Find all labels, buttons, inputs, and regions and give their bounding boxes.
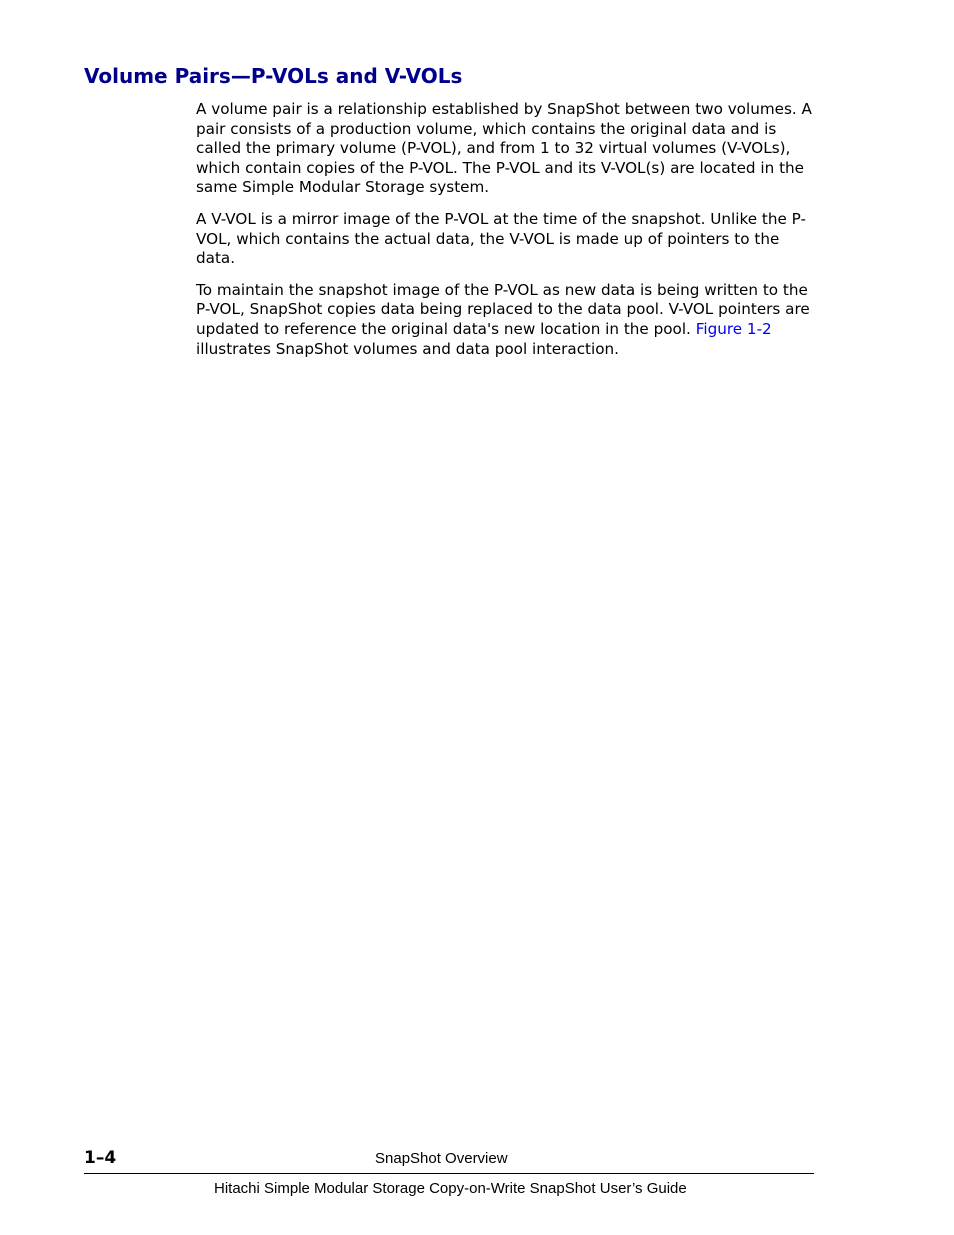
paragraph-text-after-link: illustrates SnapShot volumes and data pool interaction. bbox=[196, 339, 619, 358]
section-body bbox=[196, 100, 818, 371]
figure-reference-link[interactable]: Figure 1-2 bbox=[695, 319, 772, 338]
section-heading: Volume Pairs—P-VOLs and V-VOLs bbox=[84, 64, 463, 88]
paragraph-v-vol: A V-VOL is a mirror image of the P-VOL at the time of the snapshot. Unlike the P-VOL, which contains the actual data, the V-VOL is made up of pointers to the data. bbox=[196, 209, 806, 268]
footer-book-title: Hitachi Simple Modular Storage Copy-on-Write SnapShot User’s Guide bbox=[214, 1180, 687, 1197]
paragraph-volume-pair: A volume pair is a relationship established by SnapShot between two volumes. A pair consists of a production volume, which contains the original data and is called the primary volume (P-VOL), and from 1 to 32 virtual volumes (V-VOLs), which contain copies of the P-VOL. The P-VOL and its V-VOL(s) are located in the same Simple Modular Storage system. bbox=[196, 100, 812, 197]
paragraph-text-before-link: To maintain the snapshot image of the P-VOL as new data is being written to the P-VOL, SnapShot copies data being replaced to the data pool. V-VOL pointers are updated to reference the original data's new location in the pool. bbox=[196, 280, 810, 338]
paragraph-snapshot-image bbox=[196, 281, 818, 359]
page-number: 1–4 bbox=[84, 1148, 117, 1168]
footer-section-name: SnapShot Overview bbox=[375, 1150, 508, 1167]
footer-divider bbox=[84, 1173, 814, 1174]
